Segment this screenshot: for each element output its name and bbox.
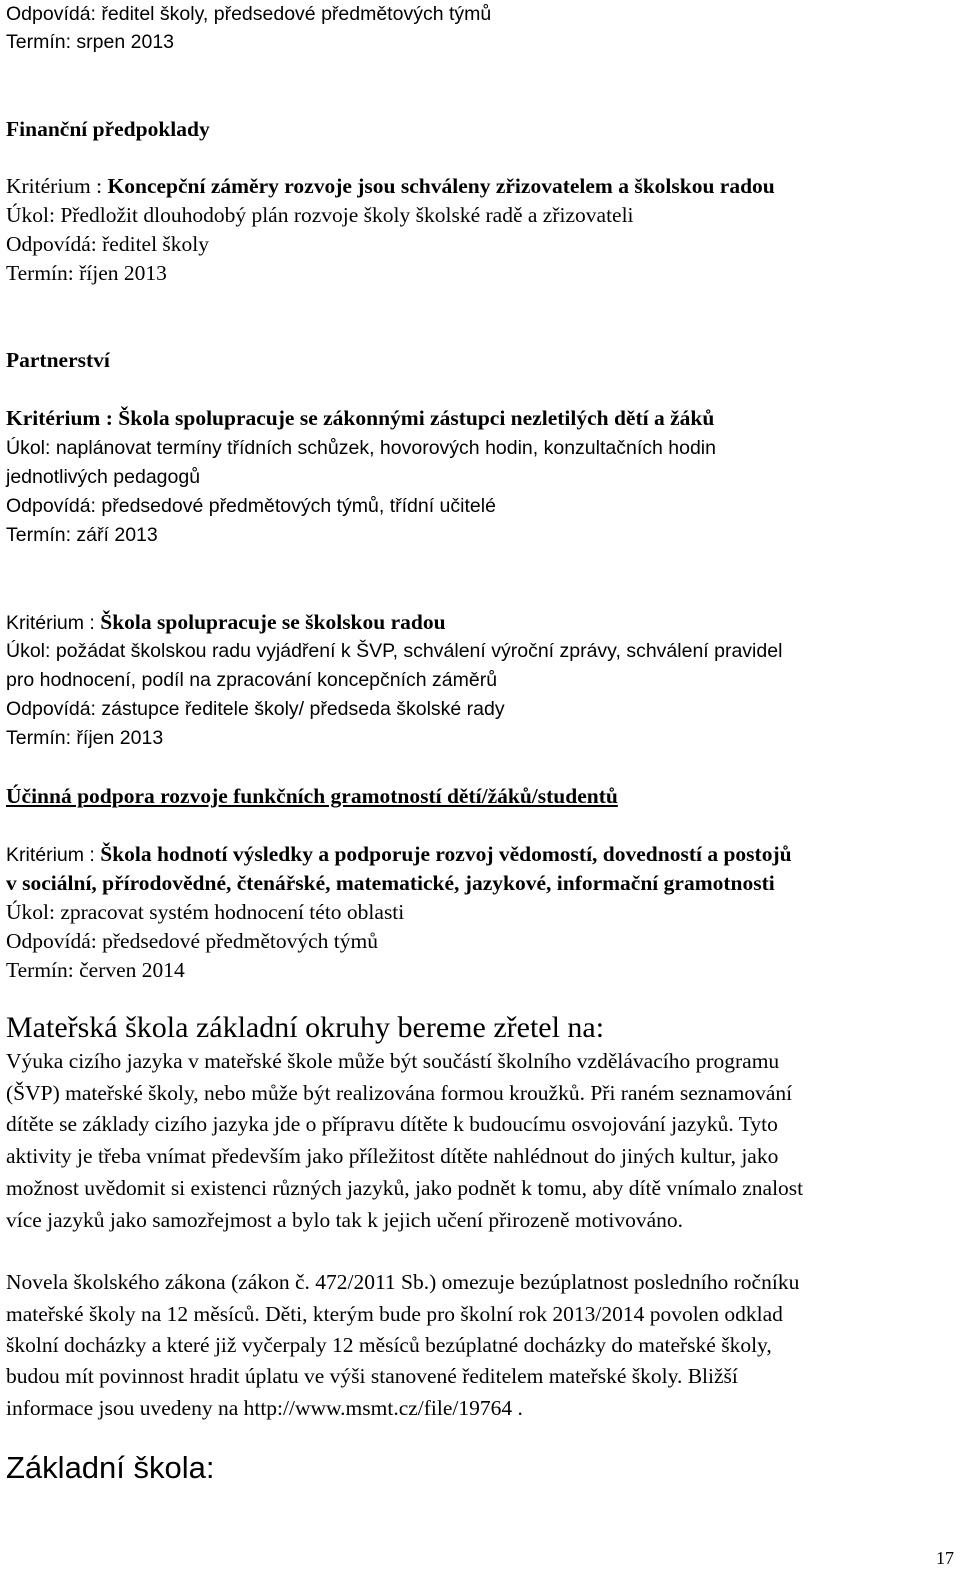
- task-line: Úkol: zpracovat systém hodnocení této oblasti: [6, 900, 405, 924]
- criterion-text: Koncepční záměry rozvoje jsou schváleny zřizovatelem a školskou radou: [107, 174, 775, 198]
- paragraph-line: možnost uvědomit si existenci různých jazyků, jako podnět k tomu, aby dítě vnímalo znalost: [6, 1176, 804, 1200]
- criterion-label: Kritérium :: [6, 612, 101, 634]
- task-line: Úkol: naplánovat termíny třídních schůzek, hovorových hodin, konzultačních hodin: [6, 437, 716, 459]
- responsible-line: Odpovídá: předsedové předmětových týmů: [6, 929, 378, 953]
- paragraph-line: školní docházky a které již vyčerpaly 12 měsíců bezúplatné docházky do mateřské školy,: [6, 1333, 772, 1357]
- section-heading-kindergarten: Mateřská škola základní okruhy bereme zřetel na:: [6, 1011, 605, 1044]
- paragraph-line: dítěte se základy cizího jazyka jde o přípravu dítěte k budoucímu osvojování jazyků. Tyto: [6, 1112, 778, 1136]
- page-number: 17: [936, 1548, 954, 1568]
- responsible-line: Odpovídá: předsedové předmětových týmů, třídní učitelé: [6, 495, 496, 517]
- deadline-line: Termín: srpen 2013: [6, 31, 175, 53]
- deadline-line: Termín: září 2013: [6, 524, 158, 546]
- responsible-line: Odpovídá: ředitel školy: [6, 232, 210, 256]
- section-heading-financial: Finanční předpoklady: [6, 117, 210, 141]
- paragraph-line: Novela školského zákona (zákon č. 472/2011 Sb.) omezuje bezúplatnost posledního ročníku: [6, 1270, 800, 1294]
- criterion-label: Kritérium :: [6, 406, 119, 430]
- section-heading-literacy: Účinná podpora rozvoje funkčních gramotností dětí/žáků/studentů: [6, 784, 618, 808]
- paragraph-line: mateřské školy na 12 měsíců. Děti, kterým bude pro školní rok 2013/2014 povolen odklad: [6, 1302, 783, 1326]
- paragraph-line: Výuka cizího jazyka v mateřské škole může být součástí školního vzdělávacího programu: [6, 1049, 780, 1073]
- paragraph-line: (ŠVP) mateřské školy, nebo může být realizována formou kroužků. Při raném seznamování: [6, 1081, 793, 1105]
- paragraph-line: více jazyků jako samozřejmost a bylo tak k jejich učení přirozeně motivováno.: [6, 1208, 684, 1232]
- criterion-label: Kritérium :: [6, 174, 108, 198]
- deadline-line: Termín: říjen 2013: [6, 261, 167, 285]
- criterion-line: [6, 840, 792, 869]
- section-heading-partnership: Partnerství: [6, 348, 110, 372]
- responsible-line: Odpovídá: ředitel školy, předsedové předmětových týmů: [6, 3, 492, 25]
- criterion-text: Škola spolupracuje se školskou radou: [100, 610, 446, 634]
- responsible-line: Odpovídá: zástupce ředitele školy/ předseda školské rady: [6, 698, 505, 720]
- criterion-text: Škola hodnotí výsledky a podporuje rozvoj vědomostí, dovedností a postojů: [100, 842, 792, 866]
- task-line-continued: pro hodnocení, podíl na zpracování koncepčních záměrů: [6, 669, 498, 691]
- task-line-continued: jednotlivých pedagogů: [6, 466, 201, 488]
- paragraph-line: informace jsou uvedeny na http://www.msmt.cz/file/19764 .: [6, 1396, 523, 1420]
- section-heading-elementary: Základní škola:: [6, 1450, 215, 1485]
- paragraph-line: budou mít povinnost hradit úplatu ve výši stanovené ředitelem mateřské školy. Bližší: [6, 1364, 738, 1388]
- criterion-line: [6, 172, 775, 200]
- criterion-line: [6, 404, 714, 432]
- task-line: Úkol: požádat školskou radu vyjádření k ŠVP, schválení výroční zprávy, schválení pravidel: [6, 640, 783, 662]
- deadline-line: Termín: červen 2014: [6, 958, 185, 982]
- criterion-text: Škola spolupracuje se zákonnými zástupci nezletilých dětí a žáků: [118, 406, 715, 430]
- criterion-line: [6, 608, 446, 637]
- criterion-label: Kritérium :: [6, 844, 101, 866]
- deadline-line: Termín: říjen 2013: [6, 727, 164, 749]
- paragraph-line: aktivity je třeba vnímat především jako příležitost dítěte nahlédnout do jiných kultur, jako: [6, 1144, 779, 1168]
- criterion-text-continued: v sociální, přírodovědné, čtenářské, matematické, jazykové, informační gramotnosti: [6, 871, 775, 895]
- task-line: Úkol: Předložit dlouhodobý plán rozvoje školy školské radě a zřizovateli: [6, 203, 634, 227]
